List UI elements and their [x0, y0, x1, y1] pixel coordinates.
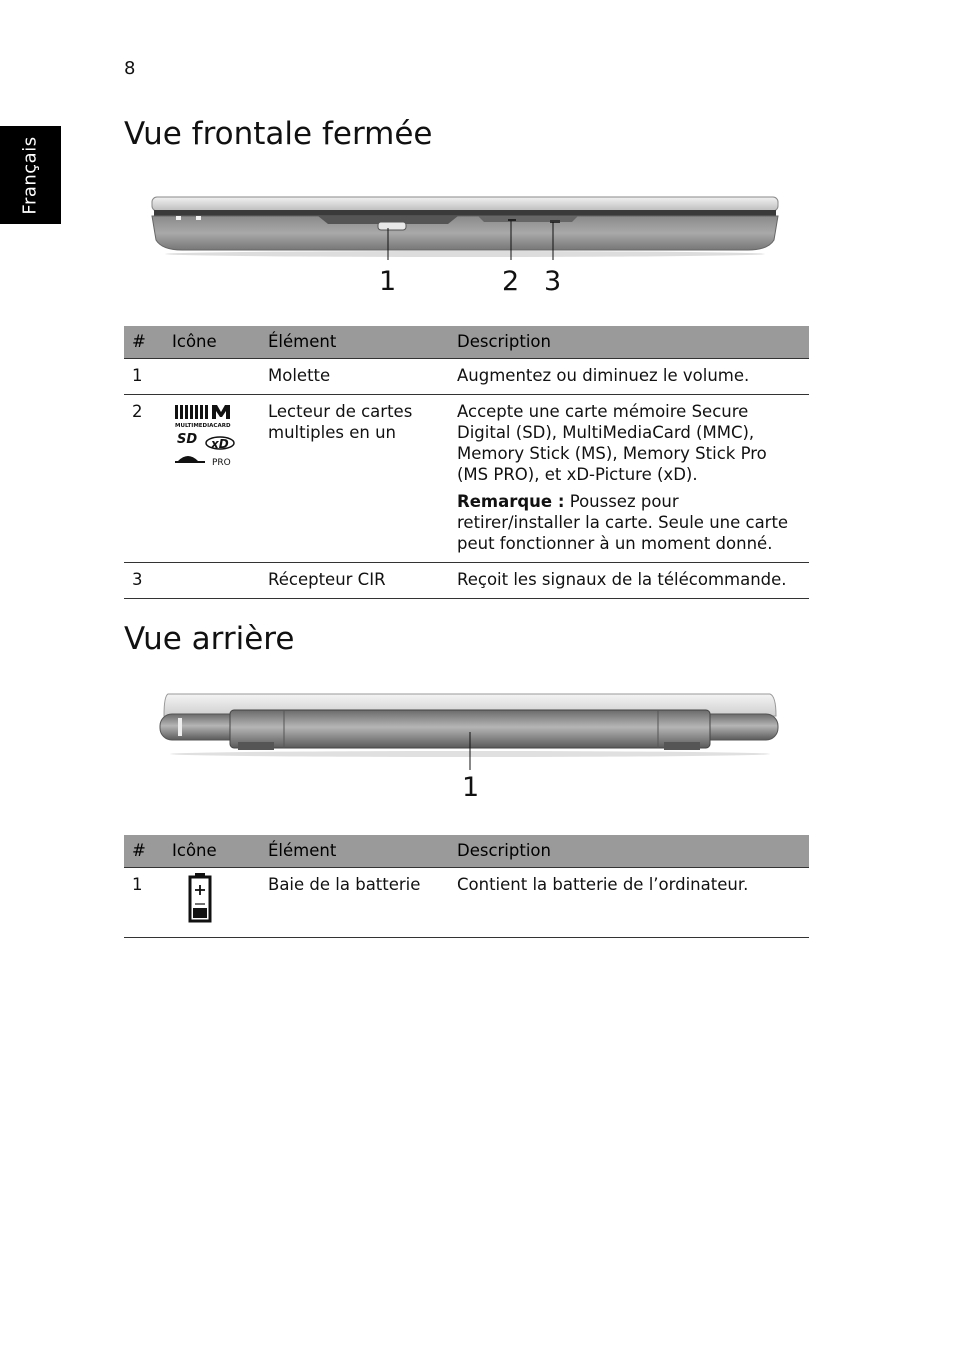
row-description: Accepte une carte mémoire Secure Digital (SD), MultiMediaCard (MMC), Memory Stick (MS), Memory Stick Pro (MS PRO), et xD-Picture (xD). [457, 402, 767, 484]
table-row [124, 395, 809, 563]
row-icon-cell [164, 868, 260, 938]
svg-text:SD: SD [177, 432, 198, 447]
row-number: 2 [124, 395, 164, 563]
note-text: Poussez pour retirer/installer la carte. Seule une carte peut fonctionner à un moment donné. [457, 492, 789, 553]
row-icon-cell [164, 395, 260, 563]
header-item: Élément [260, 326, 449, 359]
row-number: 3 [124, 563, 164, 599]
header-icon: Icône [164, 326, 260, 359]
row-number: 1 [124, 868, 164, 938]
table-header-row [124, 835, 809, 868]
front-callout-1: 1 [379, 266, 397, 297]
note-label: Remarque : [457, 492, 565, 511]
page-number: 8 [124, 58, 136, 79]
front-callout-2: 2 [502, 266, 520, 297]
row-icon-cell [164, 359, 260, 395]
table-row [124, 563, 809, 599]
front-callout-3: 3 [544, 266, 562, 297]
battery-icon [172, 872, 242, 924]
row-icon-cell [164, 563, 260, 599]
header-number: # [124, 835, 164, 868]
table-header-row [124, 326, 809, 359]
row-note [457, 491, 803, 554]
header-icon: Icône [164, 835, 260, 868]
front-view-title: Vue frontale fermée [124, 116, 433, 152]
front-view-table [124, 326, 809, 599]
header-item: Élément [260, 835, 449, 868]
rear-view-illustration [158, 690, 782, 770]
header-number: # [124, 326, 164, 359]
svg-text:PRO: PRO [212, 458, 231, 468]
svg-text:xD: xD [211, 437, 229, 451]
rear-view-title: Vue arrière [124, 621, 295, 657]
row-item: Molette [260, 359, 449, 395]
row-number: 1 [124, 359, 164, 395]
row-item: Récepteur CIR [260, 563, 449, 599]
row-description: Contient la batterie de l’ordinateur. [449, 868, 809, 938]
row-description: Reçoit les signaux de la télécommande. [449, 563, 809, 599]
svg-text:MULTIMEDIACARD: MULTIMEDIACARD [175, 423, 231, 429]
language-tab [0, 126, 61, 224]
row-item: Baie de la batterie [260, 868, 449, 938]
language-tab-label: Français [20, 135, 42, 215]
rear-callout-1: 1 [462, 772, 480, 803]
header-description: Description [449, 835, 809, 868]
rear-view-table [124, 835, 809, 938]
row-description-cell [449, 395, 809, 563]
table-row [124, 359, 809, 395]
row-item: Lecteur de cartes multiples en un [260, 395, 449, 563]
header-description: Description [449, 326, 809, 359]
front-view-illustration [148, 192, 782, 262]
multi-card-reader-icon [172, 401, 242, 469]
table-row [124, 868, 809, 938]
row-description: Augmentez ou diminuez le volume. [449, 359, 809, 395]
